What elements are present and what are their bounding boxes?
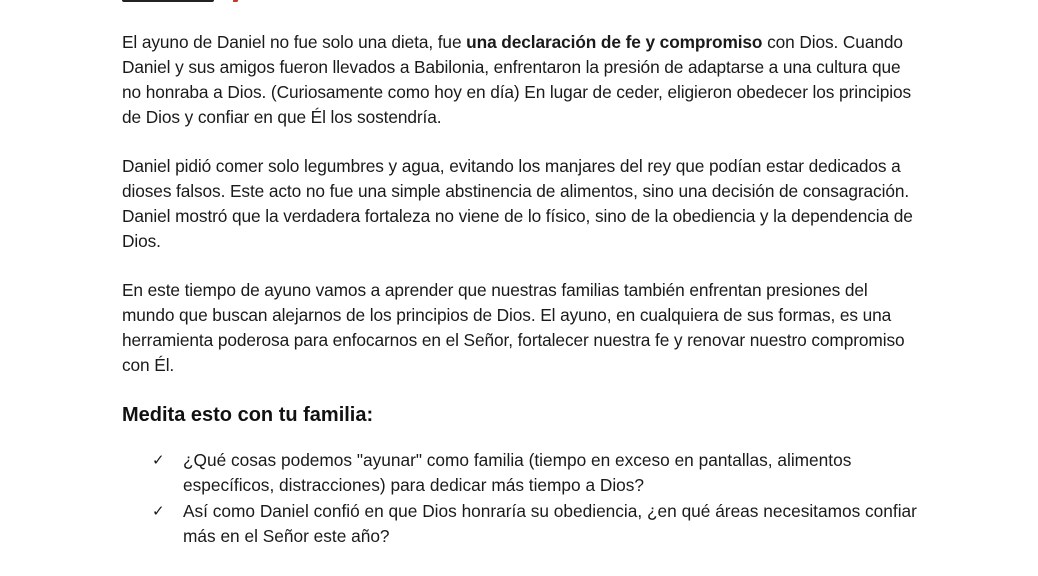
checkmark-icon: ✓ (152, 503, 165, 520)
checklist-item (122, 499, 922, 549)
paragraph-1-bold-phrase: una declaración de fe y compromiso (466, 32, 763, 52)
cropped-title-text-remnant (122, 0, 214, 2)
cropped-red-title-remnant (233, 0, 241, 2)
paragraph-3: En este tiempo de ayuno vamos a aprender que nuestras familias también enfrentan presiones del mundo que buscan alejarnos de los principios de Dios. El ayuno, en cualquiera de sus formas, es una herramienta poderosa para enfocarnos en el Señor, fortalecer nuestra fe y renovar nuestro compromiso con Él. (122, 280, 905, 375)
paragraph-1 (122, 30, 922, 130)
paragraph-1-rest: con Dios. Cuando Daniel y sus amigos fueron llevados a Babilonia, enfrentaron la presión de adaptarse a una cultura que no honraba a Dios. (Curiosamente como hoy en día) En lugar de ceder, eligieron obedecer los principios de Dios y confiar en que Él los sostendría. (122, 32, 912, 127)
checklist-item-text: Así como Daniel confió en que Dios honraría su obediencia, ¿en qué áreas necesitamos confiar más en el Señor este año? (183, 501, 917, 546)
paragraph-2: Daniel pidió comer solo legumbres y agua, evitando los manjares del rey que podían estar dedicados a dioses falsos. Este acto no fue una simple abstinencia de alimentos, sino una decisión de consagración. Daniel mostró que la verdadera fortaleza no viene de lo físico, sino de la obediencia y la dependencia de Dios. (122, 156, 913, 251)
document-body (122, 30, 922, 550)
reflection-checklist (122, 448, 922, 549)
section-heading: Medita esto con tu familia: (122, 404, 374, 426)
paragraph-1-intro: El ayuno de Daniel no fue solo una dieta, fue (122, 32, 467, 52)
cropped-title-fragment (122, 0, 252, 6)
checklist-item-text: ¿Qué cosas podemos "ayunar" como familia (tiempo en exceso en pantallas, alimentos específicos, distracciones) para dedicar más tiempo a Dios? (183, 450, 852, 495)
checklist-item (122, 448, 922, 498)
checkmark-icon: ✓ (152, 452, 165, 469)
